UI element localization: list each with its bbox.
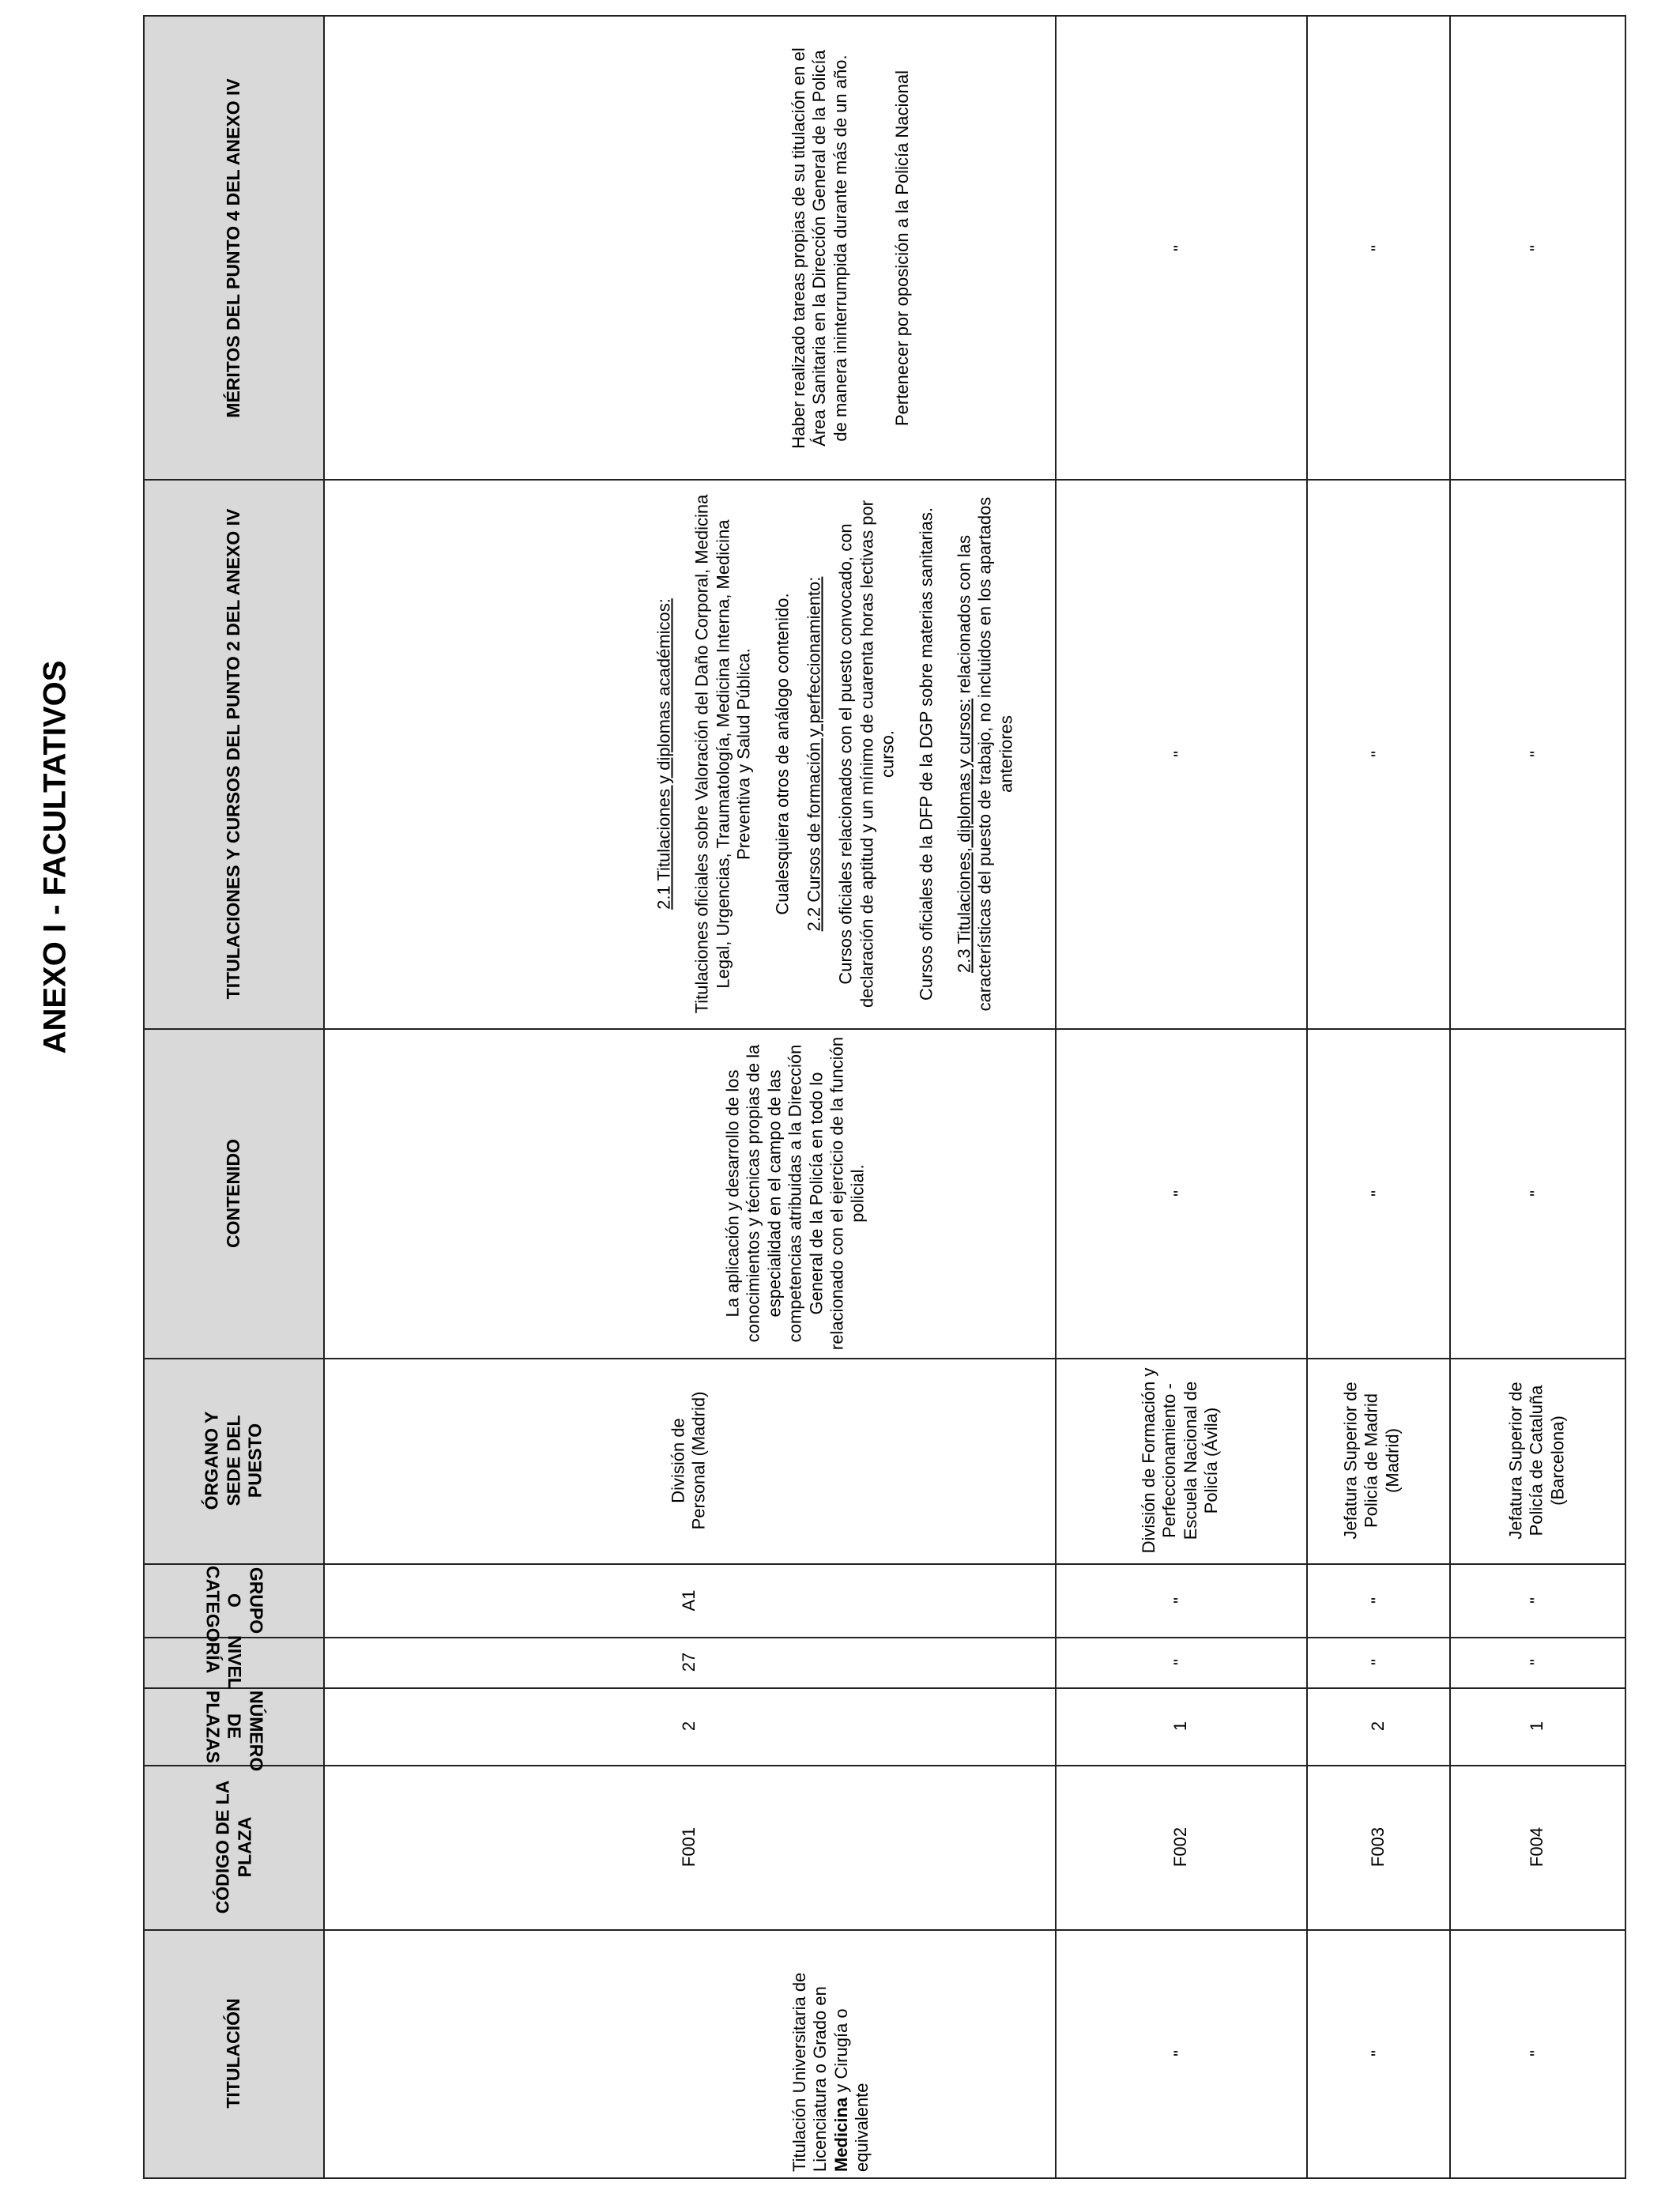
meritos-block bbox=[789, 43, 913, 454]
row3-meritos bbox=[1306, 17, 1449, 479]
titulacion-text-part: Titulación Universitaria de Licenciatura o Grado en bbox=[789, 1972, 831, 2172]
section-heading: 2.3 Titulaciones, diplomas y cursos: bbox=[954, 698, 974, 973]
titulaciones-text: Titulaciones oficiales sobre Valoración del Daño Corporal, Medicina Legal, Urgencias, Traumatología, Medicina Interna, Medicina Preventiva y Salud Pública. bbox=[691, 494, 754, 1013]
header-nivel-text: NIVEL bbox=[224, 1635, 245, 1689]
row3-titulaciones bbox=[1306, 479, 1449, 1028]
header-grupo-text: GRUPO O CATEGORÍA bbox=[202, 1565, 267, 1673]
row2-contenido bbox=[1055, 1028, 1306, 1358]
row3-numero bbox=[1306, 1687, 1449, 1765]
organo-text: División de Personal (Madrid) bbox=[668, 1391, 709, 1530]
ditto-mark: " bbox=[1526, 1189, 1546, 1197]
row2-titulaciones bbox=[1055, 479, 1306, 1028]
row1-titulacion bbox=[323, 1929, 1055, 2177]
row2-numero bbox=[1055, 1687, 1306, 1765]
section-heading: 2.1 Titulaciones y diplomas académicos: bbox=[654, 598, 674, 910]
row2-grupo bbox=[1055, 1563, 1306, 1637]
codigo-value: F004 bbox=[1526, 1826, 1546, 1868]
ditto-mark: " bbox=[1170, 1659, 1190, 1665]
codigo-value: F003 bbox=[1367, 1826, 1388, 1868]
header-organo-text: ÓRGANO Y SEDE DEL PUESTO bbox=[201, 1411, 266, 1510]
row4-titulacion bbox=[1449, 1929, 1625, 2177]
numero-value: 1 bbox=[1170, 1721, 1190, 1732]
header-meritos-text: MÉRITOS DEL PUNTO 4 DEL ANEXO IV bbox=[223, 77, 244, 418]
ditto-mark: " bbox=[1526, 750, 1546, 757]
organo-text: Jefatura Superior de Policía de Madrid (Madrid) bbox=[1339, 1382, 1402, 1540]
titulaciones-text: relacionados con las características del puesto de trabajo, no incluidos en los apartados anteriores bbox=[954, 496, 1016, 1011]
header-titulacion bbox=[145, 1929, 323, 2177]
row1-grupo bbox=[323, 1563, 1055, 1637]
titulacion-text-part: y Cirugía o equivalente bbox=[831, 2008, 872, 2172]
row2-nivel bbox=[1055, 1637, 1306, 1687]
titulaciones-block bbox=[654, 493, 1016, 1015]
header-titulacion-text: TITULACIÓN bbox=[223, 1998, 244, 2109]
section-heading: 2.2 Cursos de formación y perfeccionamiento: bbox=[804, 576, 824, 931]
nivel-value: 27 bbox=[678, 1652, 699, 1672]
row4-grupo bbox=[1449, 1563, 1625, 1637]
row4-numero bbox=[1449, 1687, 1625, 1765]
row4-meritos bbox=[1449, 17, 1625, 479]
row4-nivel bbox=[1449, 1637, 1625, 1687]
numero-value: 2 bbox=[1367, 1721, 1388, 1732]
meritos-text: Pertenecer por oposición a la Policía Nacional bbox=[892, 70, 913, 426]
header-codigo bbox=[145, 1765, 323, 1929]
header-titulaciones bbox=[145, 479, 323, 1028]
titulacion-text-bold: Medicina bbox=[831, 2097, 851, 2172]
row3-grupo bbox=[1306, 1563, 1449, 1637]
ditto-mark: " bbox=[1170, 1596, 1190, 1604]
ditto-mark: " bbox=[1170, 1189, 1190, 1197]
header-codigo-text: CÓDIGO DE LA PLAZA bbox=[212, 1780, 254, 1914]
row4-titulaciones bbox=[1449, 479, 1625, 1028]
row2-organo bbox=[1055, 1358, 1306, 1563]
row1-titulaciones bbox=[323, 479, 1055, 1028]
row4-codigo bbox=[1449, 1765, 1625, 1929]
row3-organo bbox=[1306, 1358, 1449, 1563]
header-contenido-text: CONTENIDO bbox=[223, 1138, 244, 1248]
organo-text: Jefatura Superior de Policía de Cataluña (Barcelona) bbox=[1505, 1382, 1568, 1540]
row3-titulacion bbox=[1306, 1929, 1449, 2177]
ditto-mark: " bbox=[1526, 1596, 1546, 1604]
row1-organo bbox=[323, 1358, 1055, 1563]
organo-text: División de Formación y Perfeccionamiento - Escuela Nacional de Policía (Ávila) bbox=[1139, 1367, 1222, 1554]
header-titulaciones-text: TITULACIONES Y CURSOS DEL PUNTO 2 DEL ANEXO IV bbox=[223, 508, 244, 999]
ditto-mark: " bbox=[1367, 1596, 1388, 1604]
titulaciones-text: Cursos oficiales relacionados con el puesto convocado, con declaración de aptitud y un mínimo de cuarenta horas lectivas por curso. bbox=[835, 499, 898, 1008]
header-numero-text: NÚMERO DE PLAZAS bbox=[202, 1691, 267, 1772]
titulacion-text bbox=[789, 1935, 873, 2172]
header-meritos bbox=[145, 17, 323, 479]
titulaciones-text: Cualesquiera otros de análogo contenido. bbox=[772, 592, 793, 915]
ditto-mark: " bbox=[1367, 244, 1388, 251]
codigo-value: F001 bbox=[678, 1826, 699, 1868]
ditto-mark: " bbox=[1367, 2050, 1388, 2056]
ditto-mark: " bbox=[1367, 1659, 1388, 1665]
header-organo bbox=[145, 1358, 323, 1563]
row4-organo bbox=[1449, 1358, 1625, 1563]
row2-meritos bbox=[1055, 17, 1306, 479]
row1-numero bbox=[323, 1687, 1055, 1765]
header-contenido bbox=[145, 1028, 323, 1358]
row1-codigo bbox=[323, 1765, 1055, 1929]
ditto-mark: " bbox=[1367, 750, 1388, 757]
grupo-value: A1 bbox=[678, 1589, 699, 1611]
ditto-mark: " bbox=[1526, 1659, 1546, 1665]
row4-contenido bbox=[1449, 1028, 1625, 1358]
header-nivel bbox=[145, 1637, 323, 1687]
ditto-mark: " bbox=[1526, 244, 1546, 251]
row3-codigo bbox=[1306, 1765, 1449, 1929]
row2-titulacion bbox=[1055, 1929, 1306, 2177]
row1-meritos bbox=[323, 17, 1055, 479]
plazas-table bbox=[143, 15, 1626, 2179]
meritos-text: Haber realizado tareas propias de su titulación en el Área Sanitaria en la Dirección General de la Policía de manera ininterrumpida durante más de un año. bbox=[789, 47, 850, 449]
row3-contenido bbox=[1306, 1028, 1449, 1358]
numero-value: 1 bbox=[1526, 1721, 1546, 1732]
ditto-mark: " bbox=[1170, 750, 1190, 757]
ditto-mark: " bbox=[1526, 2050, 1546, 2056]
row2-codigo bbox=[1055, 1765, 1306, 1929]
ditto-mark: " bbox=[1170, 2050, 1190, 2056]
contenido-text: La aplicación y desarrollo de los conocimientos y técnicas propias de la especialidad en el campo de las competencias atribuidas a la Dirección General de la Policía en todo lo relacionado con el ejercicio de la función policial. bbox=[722, 1036, 868, 1350]
numero-value: 2 bbox=[678, 1721, 699, 1732]
row3-nivel bbox=[1306, 1637, 1449, 1687]
codigo-value: F002 bbox=[1170, 1826, 1190, 1868]
page-title-text: ANEXO I - FACULTATIVOS bbox=[37, 660, 73, 1054]
row1-nivel bbox=[323, 1637, 1055, 1687]
ditto-mark: " bbox=[1367, 1189, 1388, 1197]
header-numero bbox=[145, 1687, 323, 1772]
titulaciones-text: Cursos oficiales de la DFP de la DGP sobre materias sanitarias. bbox=[915, 507, 936, 1001]
row1-contenido bbox=[323, 1028, 1055, 1358]
ditto-mark: " bbox=[1170, 244, 1190, 251]
